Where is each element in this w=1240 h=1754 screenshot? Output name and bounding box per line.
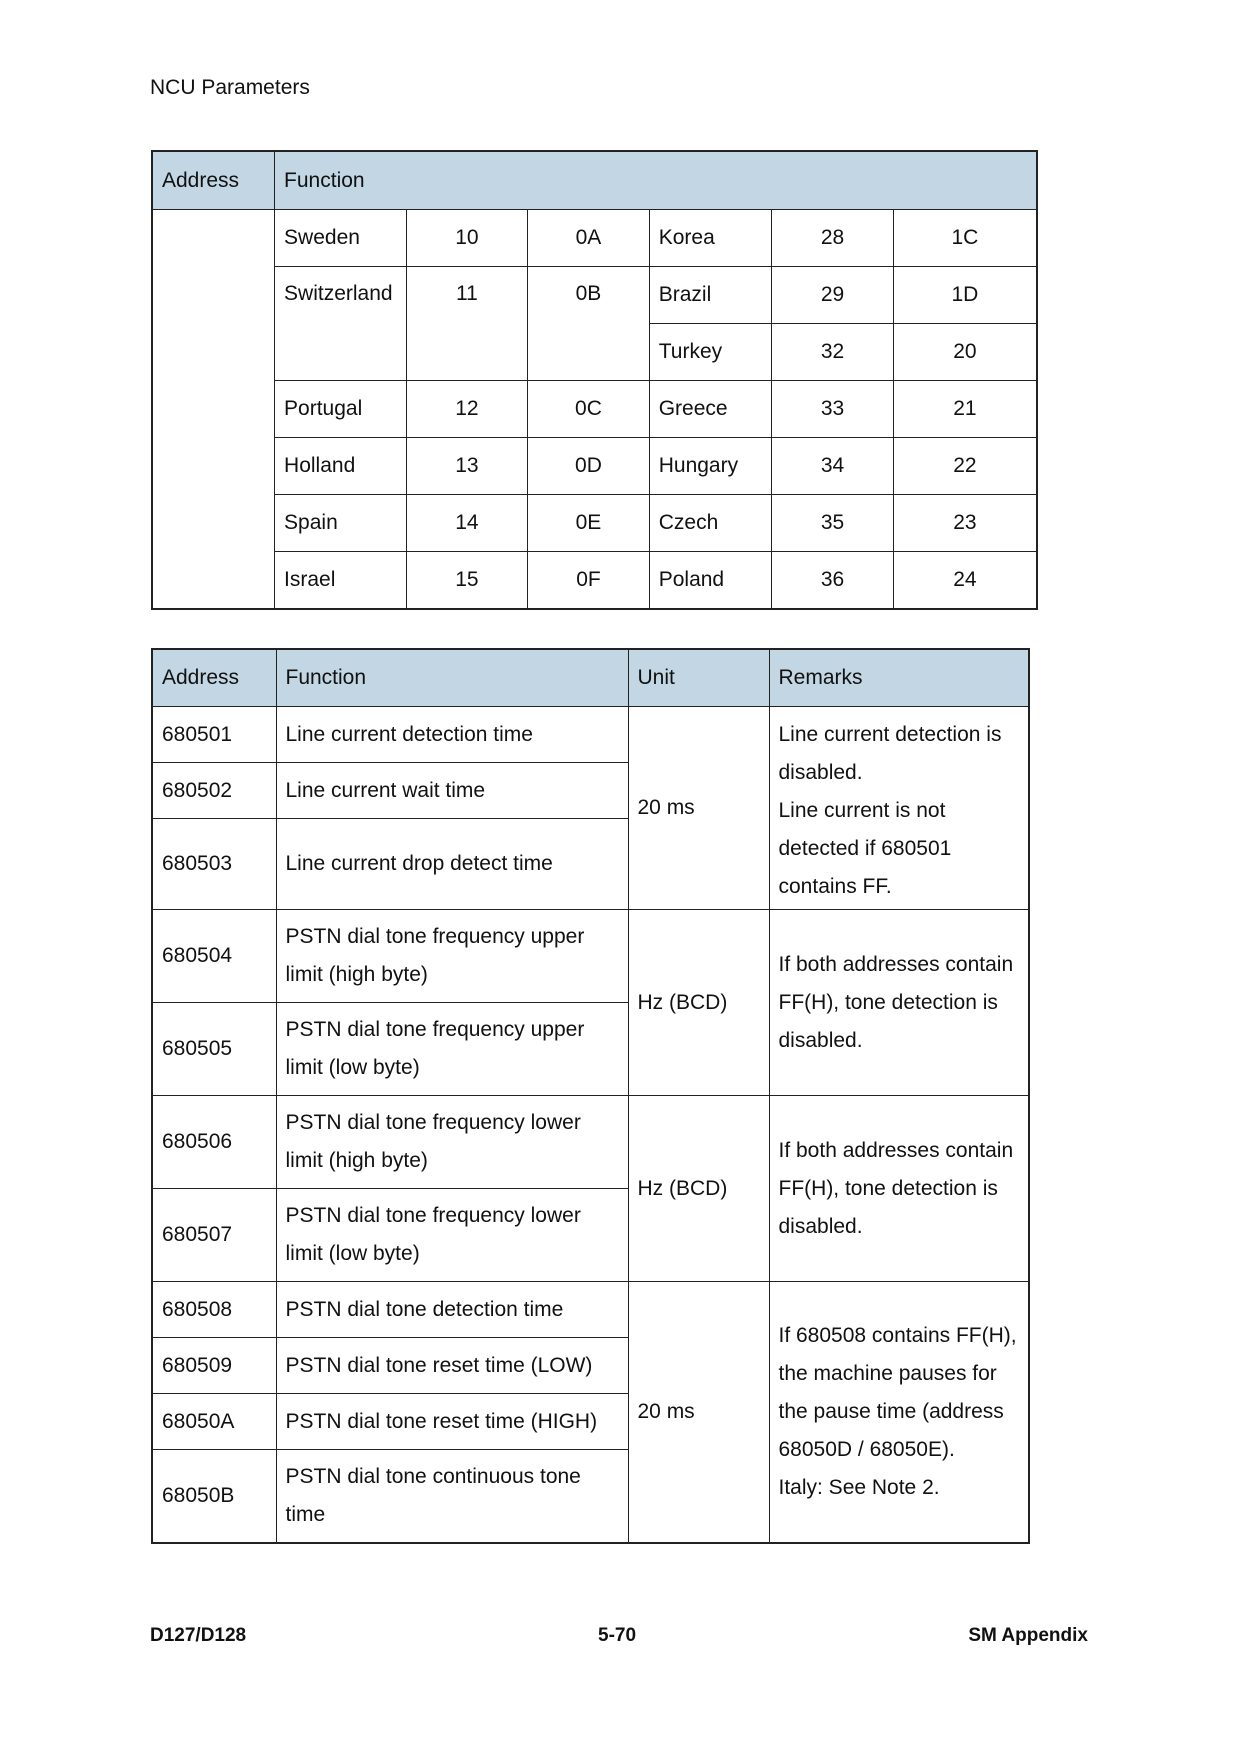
address-cell: 680507 (152, 1189, 276, 1282)
page-header: NCU Parameters (150, 76, 310, 99)
function-cell: PSTN dial tone detection time (276, 1282, 628, 1338)
decimal-code: 34 (772, 438, 894, 495)
country-name: Hungary (649, 438, 772, 495)
table-row (152, 1096, 1029, 1189)
address-cell: 680509 (152, 1338, 276, 1394)
table-row (152, 707, 1029, 763)
function-cell: Line current detection time (276, 707, 628, 763)
country-name: Brazil (649, 267, 772, 324)
country-name: Switzerland (275, 267, 407, 381)
decimal-code: 14 (406, 495, 528, 552)
decimal-code: 35 (772, 495, 894, 552)
footer-page-number: 5-70 (598, 1625, 637, 1646)
decimal-code: 10 (406, 210, 528, 267)
decimal-code: 11 (406, 267, 528, 381)
hex-code: 20 (893, 324, 1037, 381)
decimal-code: 28 (772, 210, 894, 267)
unit-cell: Hz (BCD) (628, 1096, 769, 1282)
function-cell: PSTN dial tone reset time (HIGH) (276, 1394, 628, 1450)
table-header-row (152, 151, 1037, 210)
function-cell: PSTN dial tone frequency lower limit (low byte) (276, 1189, 628, 1282)
unit-cell: 20 ms (628, 707, 769, 910)
unit-cell: 20 ms (628, 1282, 769, 1543)
decimal-code: 12 (406, 381, 528, 438)
decimal-code: 13 (406, 438, 528, 495)
remark-line: Line current detection is disabled. (778, 723, 1002, 784)
function-cell: Line current wait time (276, 763, 628, 819)
hex-code: 21 (893, 381, 1037, 438)
remark-line: Italy: See Note 2. (778, 1475, 940, 1499)
table-row (152, 495, 1037, 552)
address-cell: 680505 (152, 1003, 276, 1096)
hex-code: 0A (528, 210, 650, 267)
hex-code: 0F (528, 552, 650, 610)
decimal-code: 15 (406, 552, 528, 610)
remark-line: If both addresses contain FF(H), tone detection is disabled. (778, 1138, 1014, 1238)
remarks-cell (769, 1282, 1029, 1543)
function-cell: PSTN dial tone reset time (LOW) (276, 1338, 628, 1394)
function-cell: PSTN dial tone frequency upper limit (high byte) (276, 910, 628, 1003)
address-cell (152, 210, 275, 610)
function-header: Function (275, 151, 1037, 210)
address-cell: 680501 (152, 707, 276, 763)
address-cell: 68050A (152, 1394, 276, 1450)
country-name: Portugal (275, 381, 407, 438)
country-name: Greece (649, 381, 772, 438)
function-cell: PSTN dial tone frequency lower limit (high byte) (276, 1096, 628, 1189)
address-cell: 680503 (152, 819, 276, 910)
footer-model: D127/D128 (150, 1625, 247, 1646)
decimal-code: 36 (772, 552, 894, 610)
country-name: Israel (275, 552, 407, 610)
hex-code: 0C (528, 381, 650, 438)
country-name: Turkey (649, 324, 772, 381)
hex-code: 0B (528, 267, 650, 381)
unit-cell: Hz (BCD) (628, 910, 769, 1096)
function-cell: Line current drop detect time (276, 819, 628, 910)
remarks-cell (769, 1096, 1029, 1282)
table-row (152, 910, 1029, 1003)
country-name: Korea (649, 210, 772, 267)
address-cell: 680504 (152, 910, 276, 1003)
country-name: Holland (275, 438, 407, 495)
function-header: Function (276, 649, 628, 707)
address-cell: 680502 (152, 763, 276, 819)
hex-code: 23 (893, 495, 1037, 552)
remark-line: Line current is not detected if 680501 contains FF. (778, 799, 952, 898)
address-header: Address (152, 151, 275, 210)
country-name: Poland (649, 552, 772, 610)
remarks-cell (769, 707, 1029, 910)
hex-code: 24 (893, 552, 1037, 610)
table-row (152, 381, 1037, 438)
ncu-parameter-table (151, 648, 1030, 1544)
unit-header: Unit (628, 649, 769, 707)
decimal-code: 32 (772, 324, 894, 381)
hex-code: 1C (893, 210, 1037, 267)
remarks-header: Remarks (769, 649, 1029, 707)
table-row (152, 552, 1037, 610)
function-cell: PSTN dial tone frequency upper limit (low byte) (276, 1003, 628, 1096)
address-cell: 68050B (152, 1450, 276, 1543)
table-row (152, 210, 1037, 267)
country-code-table (151, 150, 1038, 610)
table-row (152, 1282, 1029, 1338)
remark-line: If both addresses contain FF(H), tone detection is disabled. (778, 952, 1014, 1052)
footer-section: SM Appendix (968, 1625, 1088, 1646)
table-header-row (152, 649, 1029, 707)
remark-line: If 680508 contains FF(H), the machine pauses for the pause time (address 68050D / 68050E). (778, 1323, 1017, 1461)
address-cell: 680508 (152, 1282, 276, 1338)
address-cell: 680506 (152, 1096, 276, 1189)
table-row (152, 267, 1037, 324)
table-row (152, 438, 1037, 495)
hex-code: 1D (893, 267, 1037, 324)
hex-code: 0D (528, 438, 650, 495)
country-name: Czech (649, 495, 772, 552)
hex-code: 0E (528, 495, 650, 552)
function-cell: PSTN dial tone continuous tone time (276, 1450, 628, 1543)
remarks-cell (769, 910, 1029, 1096)
country-name: Sweden (275, 210, 407, 267)
decimal-code: 33 (772, 381, 894, 438)
hex-code: 22 (893, 438, 1037, 495)
decimal-code: 29 (772, 267, 894, 324)
country-name: Spain (275, 495, 407, 552)
address-header: Address (152, 649, 276, 707)
